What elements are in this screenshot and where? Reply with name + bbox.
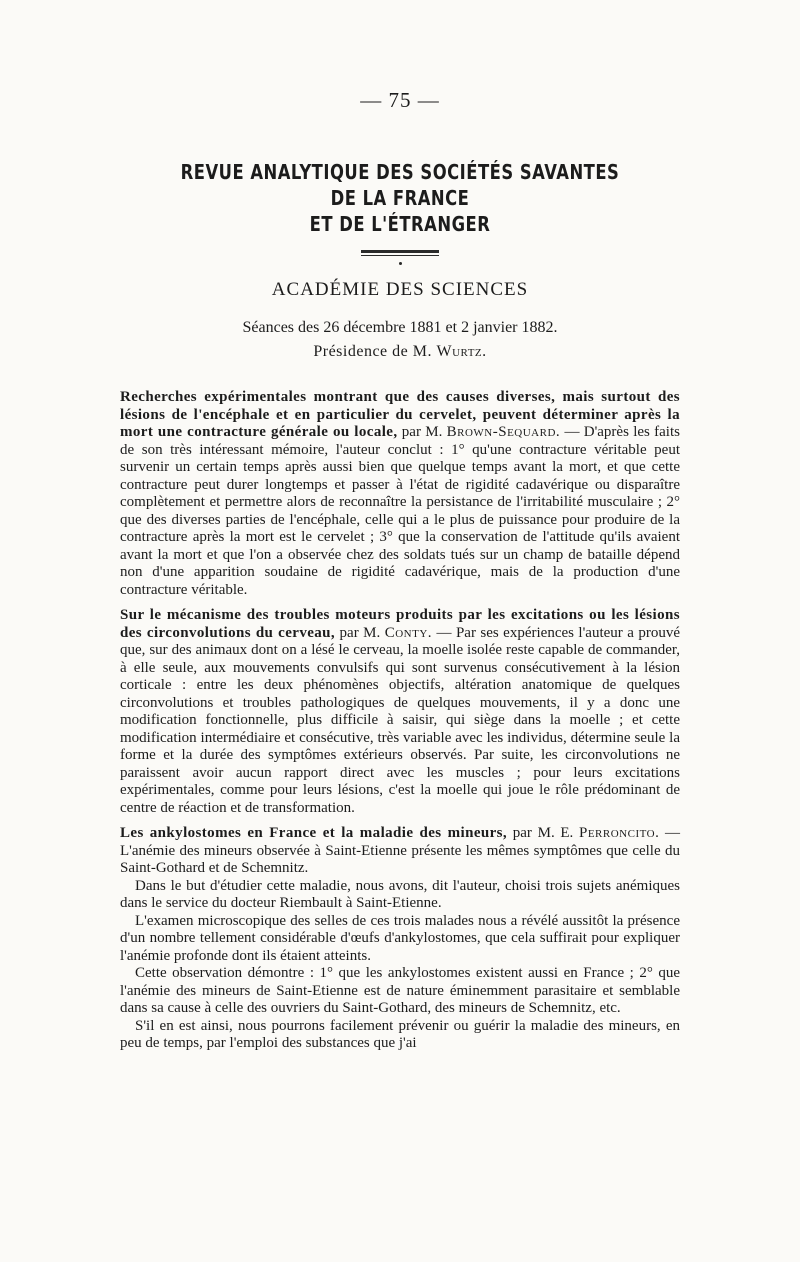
article-body: — D'après les faits de son très intéressant mémoire, l'auteur conclut : 1° qu'une contracture véritable peut survenir un certain temps après aussi bien que quelque temps avant la mort, et que cette contracture peut durer longtemps et passer à l'état de rigidité cadavérique ou disparaître complètement et permettre alors de reconnaître la persistance de l'irritabilité musculaire ; 2° que des diverses parties de l'encéphale, celle qui a le plus de puissance pour produire de la contracture après la mort est le cervelet ; 3° que la conservation de l'attitude qu'ils avaient avant la mort et que l'on a observée chez des soldats tués sur un champ de bataille dépend non d'une apparition soudaine de rigidité cadavérique, mais de la production d'une contracture véritable. xyxy=(120,424,680,598)
article-par: par M. xyxy=(397,424,447,440)
page xyxy=(120,88,680,1053)
article-par: par M. E. xyxy=(507,825,579,841)
rule-thin xyxy=(361,255,439,256)
article-body: — Par ses expériences l'auteur a prouvé que, sur des animaux dont on a lésé le cerveau, la moelle isolée reste capable de commander, à elle seule, aux mouvements convulsifs qui sont survenus consécutivement à la lésion corticale : entre les deux phénomènes objectifs, altération anatomique de quelques circonvolutions et troubles pathologiques de quelques mouvements, il y a donc une modification fonctionnelle, plus difficile à saisir, qui siège dans la moelle ; et cette modification intermédiaire et consécutive, très variable avec les individus, détermine seule la forme et la durée des symptômes extérieurs observés. Par suite, les circonvolutions ne paraissent avoir aucun rapport direct avec les muscles ; pour leurs excitations expérimentales, comme pour leurs lésions, c'est la moelle qui joue le rôle prédominant de centre de réaction et de transformation. xyxy=(120,624,681,816)
article-brown-sequard xyxy=(120,389,680,599)
presidence-prefix: Présidence de M. xyxy=(313,343,437,360)
article-author: Perroncito. xyxy=(578,825,660,841)
article-author: Conty. xyxy=(384,624,433,641)
article-conty xyxy=(120,607,680,817)
paragraph: Cette observation démontre : 1° que les ankylostomes existent aussi en France ; 2° que l'anémie des mineurs de Saint-Etienne est de nature éminemment parasitaire et semblable dans sa cause à celle des ouvriers du Saint-Gothard, des mineurs de Schemnitz, etc. xyxy=(120,965,680,1016)
article-perroncito xyxy=(120,825,680,878)
seances-date: Séances des 26 décembre 1881 et 2 janvier 1882. xyxy=(242,319,558,336)
presidence-name: Wurtz. xyxy=(436,343,487,360)
rule-thick xyxy=(361,250,439,253)
title-rule xyxy=(120,250,680,265)
revue-title-line2: ET DE L'ÉTRANGER xyxy=(309,212,491,236)
paragraph: L'examen microscopique des selles de ces trois malades nous a révélé aussitôt la présence d'un nombre tellement considérable d'œufs d'ankylostomes, que cela suffirait pour expliquer l'anémie profonde dont ils étaient atteints. xyxy=(120,912,680,964)
article-par: par M. xyxy=(335,624,385,641)
article-author: Brown-Sequard. xyxy=(446,424,561,440)
article-title: Les ankylostomes en France et la maladie des mineurs, xyxy=(120,825,508,841)
paragraph: S'il en est ainsi, nous pourrons facilement prévenir ou guérir la maladie des mineurs, en peu de temps, par l'emploi des substances que j'ai xyxy=(120,1017,680,1051)
academy-heading: ACADÉMIE DES SCIENCES xyxy=(271,279,529,300)
revue-title-line1: REVUE ANALYTIQUE DES SOCIÉTÉS SAVANTES DE LA FRANCE xyxy=(180,160,620,210)
article-body: — L'anémie des mineurs observée à Saint-Etienne présente les mêmes symptômes que celle du Saint-Gothard et de Schemnitz. xyxy=(120,825,681,876)
presidence xyxy=(120,343,680,361)
article-title: Sur le mécanisme des troubles moteurs produits par les excitations ou les lésions des circonvolutions du cerveau, xyxy=(120,607,680,641)
rule-dot xyxy=(399,262,402,265)
paragraph: Dans le but d'étudier cette maladie, nous avons, dit l'auteur, choisi trois sujets anémiques dans le service du docteur Riembault à Saint-Etienne. xyxy=(120,877,680,911)
page-number: — 75 — xyxy=(360,88,440,112)
revue-title xyxy=(170,159,629,237)
article-title: Recherches expérimentales montrant que des causes diverses, mais surtout des lésions de l'encéphale et en particulier du cervelet, peuvent déterminer après la mort une contracture générale ou locale, xyxy=(120,389,680,440)
